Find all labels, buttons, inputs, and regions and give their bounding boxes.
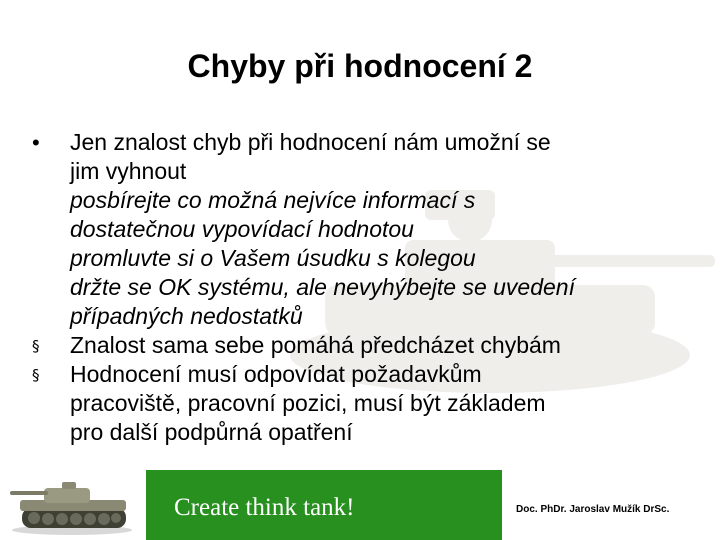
sub-item: dostatečnou vypovídací hodnotou: [70, 216, 414, 242]
sub-item: posbírejte co možná nejvíce informací s: [70, 187, 476, 213]
tank-icon: [8, 470, 138, 540]
bullet-marker: •: [32, 130, 40, 155]
bullet-text: Znalost sama sebe pomáhá předcházet chybám: [70, 332, 561, 358]
footer-author: Doc. PhDr. Jaroslav Mužík DrSc.: [516, 504, 670, 515]
bullet-item: [32, 360, 692, 389]
bullet-text-continuation: pro další podpůrná opatření: [70, 419, 353, 445]
bullet-item: [32, 128, 692, 157]
sub-item: případných nedostatků: [70, 303, 303, 329]
slide-title: Chyby při hodnocení 2: [187, 48, 533, 84]
bullet-text: Jen znalost chyb při hodnocení nám umožní se: [70, 129, 551, 155]
bullet-marker: §: [32, 337, 40, 355]
footer-bar: [146, 470, 720, 540]
slide-body: [32, 128, 692, 447]
bullet-marker: §: [32, 366, 40, 384]
bullet-item: [32, 331, 692, 360]
sub-item: promluvte si o Vašem úsudku s kolegou: [70, 245, 476, 271]
footer-author-box: [502, 470, 720, 540]
sub-item: držte se OK systému, ale nevyhýbejte se uvedení: [70, 274, 575, 300]
bullet-text-continuation: pracoviště, pracovní pozici, musí být základem: [70, 390, 546, 416]
bullet-text: Hodnocení musí odpovídat požadavkům: [70, 361, 482, 387]
footer-motto: Create think tank!: [174, 494, 355, 521]
bullet-text-continuation: jim vyhnout: [70, 158, 187, 184]
